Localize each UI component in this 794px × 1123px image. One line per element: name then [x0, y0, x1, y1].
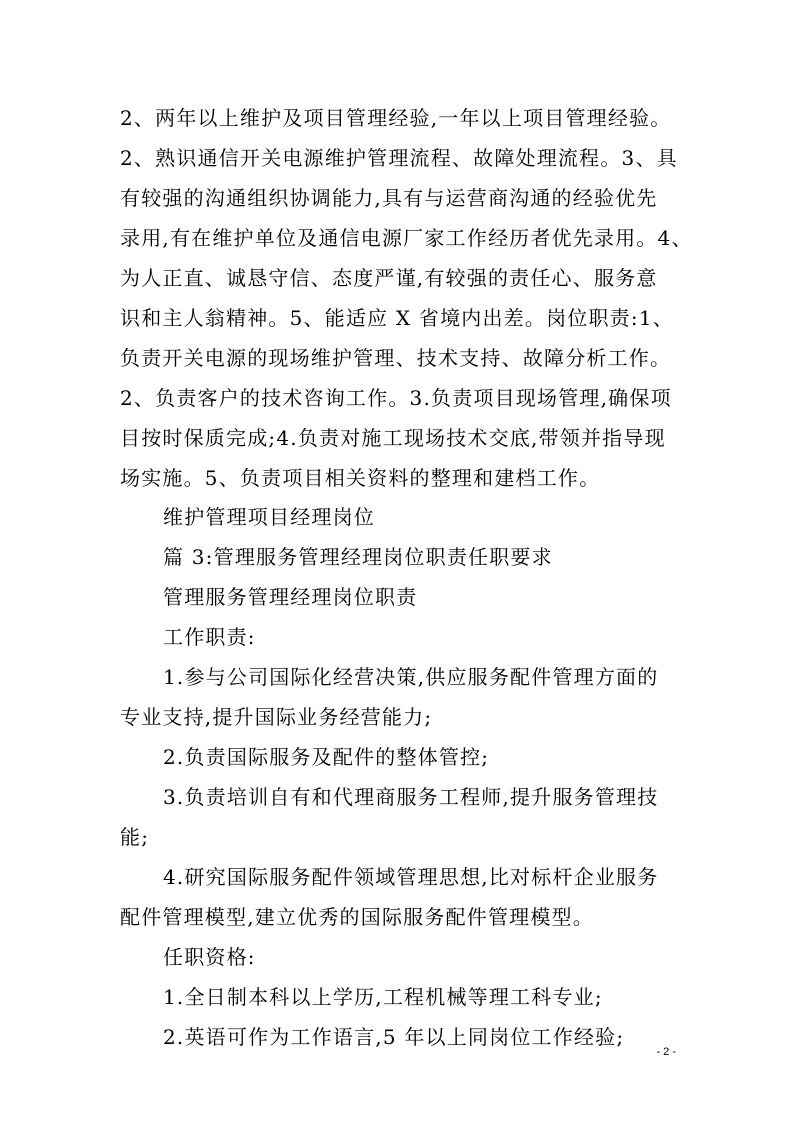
text-line-8: 2、负责客户的技术咨询工作。3.负责项目现场管理,确保项: [120, 386, 672, 410]
chapter-heading: 篇 3:管理服务管理经理岗位职责任职要求: [163, 545, 553, 569]
duty-item-1-continued: 专业支持,提升国际业务经营能力;: [120, 705, 433, 729]
qualification-item-2: 2.英语可作为工作语言,5 年以上同岗位工作经验;: [163, 1025, 625, 1049]
text-line-5: 为人正直、诚恳守信、态度严谨,有较强的责任心、服务意: [120, 266, 658, 290]
text-line-1: 2、两年以上维护及项目管理经验,一年以上项目管理经验。: [120, 106, 672, 130]
section-heading-role: 维护管理项目经理岗位: [163, 505, 375, 529]
duty-item-4-continued: 配件管理模型,建立优秀的国际服务配件管理模型。: [120, 905, 594, 929]
qualification-item-1: 1.全日制本科以上学历,工程机械等理工科专业;: [163, 985, 603, 1009]
duty-item-4: 4.研究国际服务配件领域管理思想,比对标杆企业服务: [163, 865, 659, 889]
text-line-9: 目按时保质完成;4.负责对施工现场技术交底,带领并指导现: [120, 426, 666, 450]
text-line-3: 有较强的沟通组织协调能力,具有与运营商沟通的经验优先: [120, 186, 658, 210]
text-line-4: 录用,有在维护单位及通信电源厂家工作经历者优先录用。4、: [120, 226, 693, 250]
section-heading-duties: 管理服务管理经理岗位职责: [163, 585, 418, 609]
duty-item-3: 3.负责培训自有和代理商服务工程师,提升服务管理技: [163, 785, 659, 809]
text-line-6: 识和主人翁精神。5、能适应 X 省境内出差。岗位职责:1、: [120, 306, 674, 330]
duty-item-3-continued: 能;: [120, 825, 150, 849]
duty-item-2: 2.负责国际服务及配件的整体管控;: [163, 745, 490, 769]
subheading-job-duties: 工作职责:: [163, 625, 256, 649]
text-line-2: 2、熟识通信开关电源维护管理流程、故障处理流程。3、具: [120, 146, 678, 170]
text-line-7: 负责开关电源的现场维护管理、技术支持、故障分析工作。: [120, 346, 672, 370]
subheading-qualifications: 任职资格:: [163, 945, 256, 969]
text-line-10: 场实施。5、负责项目相关资料的整理和建档工作。: [120, 466, 601, 490]
duty-item-1: 1.参与公司国际化经营决策,供应服务配件管理方面的: [163, 665, 659, 689]
page-number: - 2 -: [656, 1046, 676, 1058]
